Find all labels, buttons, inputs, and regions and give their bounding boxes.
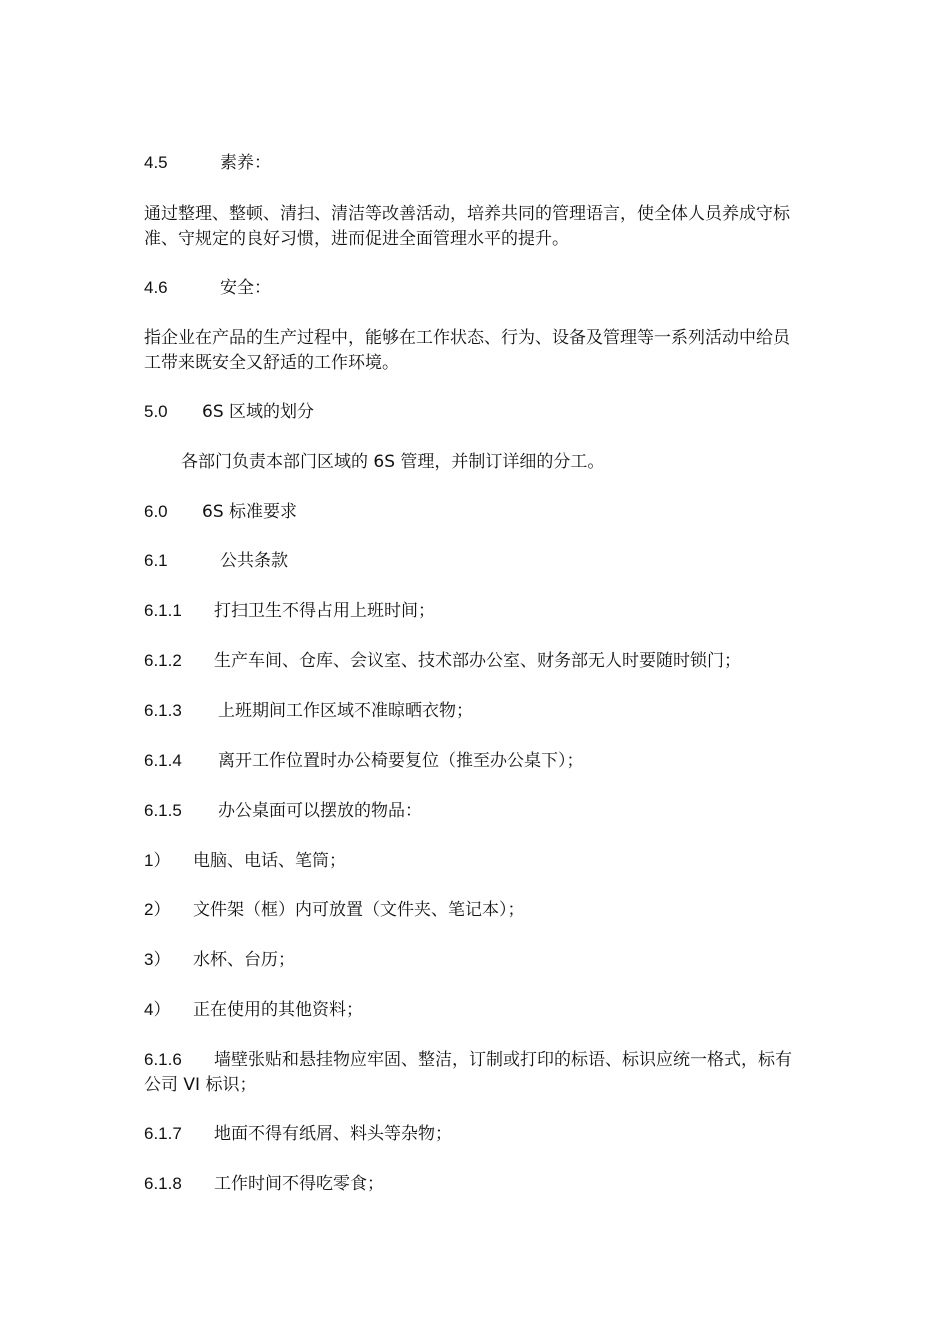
section-heading-4-6 (144, 278, 271, 298)
paragraph-4-5: 通过整理、整顿、清扫、清洁等改善活动，培养共同的管理语言，使全体人员养成守标准、守规定的良好习惯，进而促进全面管理水平的提升。 (144, 204, 790, 249)
list-item-3 (144, 950, 295, 970)
list-number: 4） (144, 1000, 171, 1019)
section-number: 6.0 (144, 502, 168, 521)
paragraph-4-6: 指企业在产品的生产过程中，能够在工作状态、行为、设备及管理等一系列活动中给员工带来既安全又舒适的工作环境。 (144, 328, 790, 373)
section-title: 6S 区域的划分 (202, 402, 315, 422)
list-item-2 (144, 900, 525, 920)
section-title: 公共条款 (220, 551, 288, 571)
clause-number: 6.1.7 (144, 1124, 182, 1143)
section-number: 5.0 (144, 402, 168, 421)
clause-number: 6.1.5 (144, 801, 182, 820)
section-heading-6-0 (144, 502, 297, 522)
list-number: 3） (144, 950, 171, 969)
clause-text: 打扫卫生不得占用上班时间； (214, 601, 435, 621)
clause-number: 6.1.6 (144, 1050, 182, 1069)
clause-6-1-7 (144, 1124, 452, 1144)
clause-6-1-1 (144, 601, 435, 621)
clause-text: 墙壁张贴和悬挂物应牢固、整洁，订制或打印的标语、标识应统一格式，标有公司 VI 标识； (144, 1050, 792, 1095)
clause-6-1-5 (144, 801, 422, 821)
section-number: 4.5 (144, 153, 168, 172)
clause-number: 6.1.4 (144, 751, 182, 770)
list-item-4 (144, 1000, 363, 1020)
clause-6-1-3 (144, 701, 473, 721)
section-title: 安全： (220, 278, 271, 298)
list-text: 正在使用的其他资料； (193, 1000, 363, 1020)
clause-number: 6.1.1 (144, 601, 182, 620)
section-heading-5-0 (144, 402, 314, 422)
clause-6-1-8 (144, 1174, 384, 1194)
clause-number: 6.1.8 (144, 1174, 182, 1193)
clause-number: 6.1.2 (144, 651, 182, 670)
paragraph-5-0: 各部门负责本部门区域的 6S 管理，并制订详细的分工。 (181, 452, 605, 472)
clause-text: 生产车间、仓库、会议室、技术部办公室、财务部无人时要随时锁门； (214, 651, 741, 671)
clause-6-1-2 (144, 651, 741, 671)
clause-text: 工作时间不得吃零食； (214, 1174, 384, 1194)
section-heading-6-1 (144, 551, 288, 571)
section-title: 素养： (220, 153, 271, 173)
clause-6-1-6 (144, 1047, 794, 1098)
list-number: 1） (144, 851, 171, 870)
section-title: 6S 标准要求 (202, 502, 298, 522)
clause-number: 6.1.3 (144, 701, 182, 720)
section-heading-4-5 (144, 153, 271, 173)
clause-text: 上班期间工作区域不准晾晒衣物； (218, 701, 473, 721)
list-number: 2） (144, 900, 171, 919)
clause-6-1-4 (144, 751, 584, 771)
list-text: 电脑、电话、笔筒； (193, 851, 346, 871)
list-text: 文件架（框）内可放置（文件夹、笔记本）； (193, 900, 525, 920)
list-item-1 (144, 851, 346, 871)
list-text: 水杯、台历； (193, 950, 295, 970)
section-number: 4.6 (144, 278, 168, 297)
clause-text: 离开工作位置时办公椅要复位（推至办公桌下）； (218, 751, 584, 771)
clause-text: 办公桌面可以摆放的物品： (218, 801, 422, 821)
section-number: 6.1 (144, 551, 168, 570)
clause-text: 地面不得有纸屑、料头等杂物； (214, 1124, 452, 1144)
